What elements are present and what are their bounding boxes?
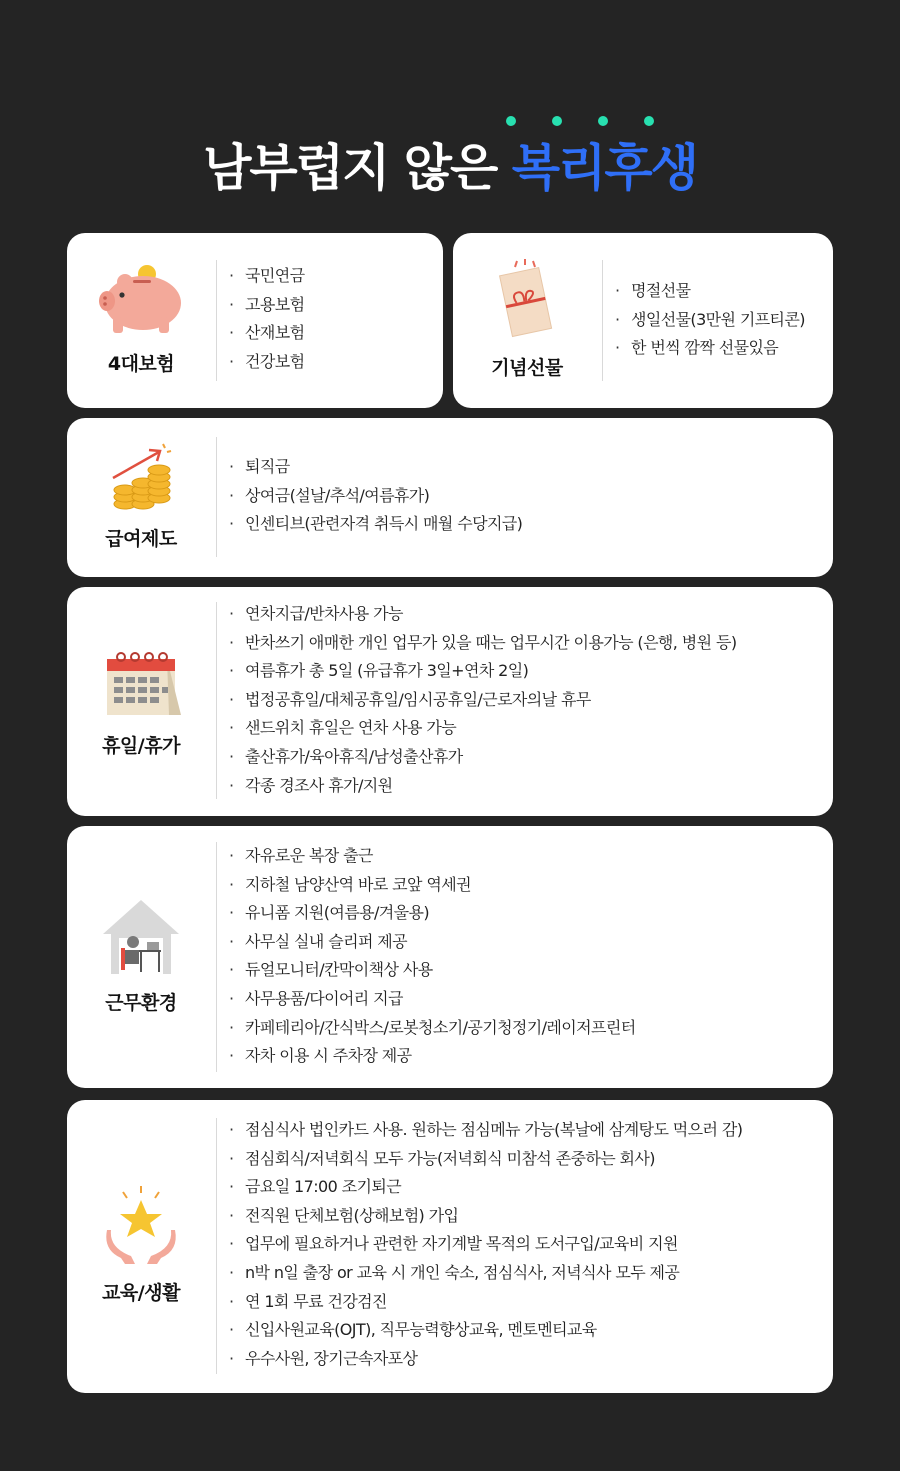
list-item: · 생일선물(3만원 기프티콘) — [615, 309, 805, 329]
benefit-list — [229, 1116, 742, 1373]
card-workplace — [67, 826, 833, 1088]
title-dot — [552, 116, 562, 126]
list-item: · 출산휴가/육아휴직/남성출산휴가 — [229, 746, 463, 766]
benefit-list — [229, 842, 636, 1071]
card-label: 급여제도 — [105, 528, 177, 550]
card-divider — [216, 437, 217, 557]
card-divider — [216, 260, 217, 381]
list-item: · 점심식사 법인카드 사용. 원하는 점심메뉴 가능(복날에 삼계탕도 먹으러 감) — [229, 1120, 743, 1139]
list-item: · 사무용품/다이어리 지급 — [229, 988, 403, 1008]
benefit-list — [229, 262, 304, 376]
piggy-bank-icon — [67, 263, 215, 335]
list-item: · 지하철 남양산역 바로 코앞 역세권 — [229, 874, 471, 894]
gift-envelope-icon — [453, 259, 601, 339]
list-item: · 상여금(설날/추석/여름휴가) — [229, 485, 430, 505]
list-item: · n박 n일 출장 or 교육 시 개인 숙소, 점심식사, 저녁식사 모두 제공 — [229, 1262, 680, 1282]
page-title — [0, 132, 900, 204]
card-divider — [216, 1118, 217, 1374]
list-item: · 사무실 실내 슬리퍼 제공 — [229, 931, 408, 951]
list-item: · 신입사원교육(OJT), 직무능력향상교육, 멘토멘티교육 — [229, 1320, 597, 1340]
card-label: 근무환경 — [105, 992, 177, 1014]
list-item: · 듀얼모니터/칸막이책상 사용 — [229, 960, 433, 980]
list-item: · 반차쓰기 애매한 개인 업무가 있을 때는 업무시간 이용가능 (은행, 병원 등) — [229, 632, 737, 652]
list-item: · 점심회식/저녁회식 모두 가능(저녁회식 미참석 존중하는 회사) — [229, 1148, 655, 1168]
card-vacation — [67, 587, 833, 816]
list-item: · 건강보험 — [229, 351, 305, 371]
list-item: · 자차 이용 시 주차장 제공 — [229, 1046, 412, 1066]
list-item: · 한 번씩 깜짝 선물있음 — [615, 338, 779, 358]
list-item: · 산재보험 — [229, 323, 305, 343]
card-salary — [67, 418, 833, 577]
list-item: · 국민연금 — [229, 266, 305, 285]
list-item: · 법정공휴일/대체공휴일/임시공휴일/근로자의날 휴무 — [229, 689, 591, 709]
benefit-list — [229, 600, 736, 800]
title-dot — [598, 116, 608, 126]
card-label: 교육/생활 — [102, 1282, 180, 1304]
star-hands-icon — [67, 1186, 215, 1266]
list-item: · 금요일 17:00 조기퇴근 — [229, 1177, 402, 1197]
benefit-list — [615, 277, 805, 363]
card-insurance — [67, 233, 443, 408]
title-plain: 남부럽지 않은 — [203, 139, 497, 197]
list-item: · 샌드위치 휴일은 연차 사용 가능 — [229, 718, 457, 738]
list-item: · 인센티브(관련자격 취득시 매월 수당지급) — [229, 514, 523, 534]
card-label: 기념선물 — [491, 357, 563, 379]
title-dot — [506, 116, 516, 126]
card-label: 휴일/휴가 — [102, 735, 180, 757]
card-divider — [216, 602, 217, 799]
list-item: · 자유로운 복장 출근 — [229, 846, 373, 865]
card-education — [67, 1100, 833, 1393]
list-item: · 전직원 단체보험(상해보험) 가입 — [229, 1205, 459, 1225]
list-item: · 업무에 필요하거나 관련한 자기계발 목적의 도서구입/교육비 지원 — [229, 1234, 678, 1254]
list-item: · 여름휴가 총 5일 (유급휴가 3일+연차 2일) — [229, 661, 529, 681]
list-item: · 유니폼 지원(여름용/겨울용) — [229, 903, 429, 923]
list-item: · 연 1회 무료 건강검진 — [229, 1291, 387, 1311]
list-item: · 우수사원, 장기근속자포상 — [229, 1348, 418, 1368]
list-item: · 각종 경조사 휴가/지원 — [229, 775, 393, 795]
list-item: · 명절선물 — [615, 281, 691, 300]
home-office-icon — [67, 898, 215, 978]
list-item: · 카페테리아/간식박스/로봇청소기/공기청정기/레이저프린터 — [229, 1017, 636, 1037]
title-accent: 복리후생 — [511, 139, 697, 197]
title-dot — [644, 116, 654, 126]
list-item: · 연차지급/반차사용 가능 — [229, 604, 403, 623]
card-divider — [216, 842, 217, 1072]
list-item: · 퇴직금 — [229, 457, 290, 476]
coins-growth-icon — [67, 442, 215, 514]
card-gift — [453, 233, 833, 408]
title-dots — [506, 116, 654, 126]
card-divider — [602, 260, 603, 381]
calendar-icon — [67, 647, 215, 719]
list-item: · 고용보험 — [229, 294, 305, 314]
card-label: 4대보험 — [107, 353, 175, 375]
benefit-list — [229, 453, 522, 539]
